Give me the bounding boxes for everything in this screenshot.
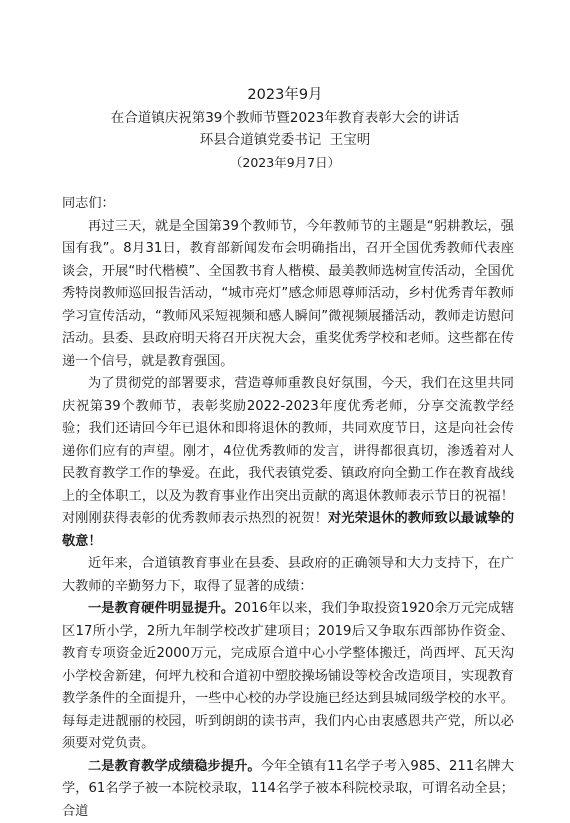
paragraph-3 <box>62 553 514 598</box>
paragraph-4 <box>62 598 514 756</box>
paragraph-emphasis: 对光荣退休的教师致以最诚挚的敬意！ <box>62 511 514 549</box>
speech-body <box>62 193 514 823</box>
paragraph-1 <box>62 216 514 374</box>
header-date: 2023年9月 <box>0 84 570 107</box>
speaker-line: 环县合道镇党委书记 王宝明 <box>0 129 570 152</box>
paragraph-2 <box>62 373 514 553</box>
paragraph-text: 再过三天，就是全国第39个教师节，今年教师节的主题是“躬耕教坛，强国有我”。8月31日，教育部新闻发布会明确指出，召开全国优秀教师代表座谈会，开展“时代楷模”、全国教书育人楷模、最美教师选树宣传活动，全国优秀特岗教师巡回报告活动，“城市亮灯”感念师恩尊师活动，乡村优秀青年教师学习宣传活动，“教师风采短视频和感人瞬间”微视频展播活动，教师走访慰问活动。县委、县政府明天将召开庆祝大会，重奖优秀学校和老师。这些都在传递一个信号，就是教育强国。 <box>62 219 514 369</box>
paragraph-5 <box>62 756 514 823</box>
paragraph-text: 2016年以来，我们争取投资1920余万元完成辖区17所小学，2所九年制学校改扩建项目；2019后又争取东西部协作资金、教育专项资金近2000万元，完成原合道中心小学整体搬迁，尚西坪、瓦天沟小学校舍新建，何坪九校和合道初中塑胶操场铺设等校舍改造项目，实现教育教学条件的全面提升，一些中心校的办学设施已经达到县城同级学校的水平。每每走进靓丽的校园，听到朗朗的读书声，我们内心由衷感恩共产党，所以必须要对党负责。 <box>62 601 514 751</box>
paragraph-text: 为了贯彻党的部署要求，营造尊师重教良好氛围，今天，我们在这里共同庆祝第39个教师节，表彰奖励2022-2023年度优秀老师，分享交流教学经验；我们还请回今年已退休和即将退休的教师，共同欢度节日，这是向社会传递你们应有的声望。刚才，4位优秀教师的发言，讲得都很真切，渗透着对人民教育教学工作的挚爱。在此，我代表镇党委、镇政府向全勤工作在教育战线上的全体职工，以及为教育事业作出突出贡献的离退休教师表示节日的祝福！对刚刚获得表彰的优秀教师表示热烈的祝贺！ <box>62 376 514 526</box>
speech-date: （2023年9月7日） <box>0 152 570 175</box>
paragraph-text: 今年全镇有11名学子考入985、211名牌大学，61名学子被一本院校录取，114名学子被本科院校录取，可谓名动全县；合道 <box>62 759 514 819</box>
document-header <box>0 84 570 174</box>
salutation: 同志们： <box>62 193 514 216</box>
paragraph-lead: 一是教育硬件明显提升。 <box>88 601 234 616</box>
paragraph-text: 近年来，合道镇教育事业在县委、县政府的正确领导和大力支持下，在广大教师的辛勤努力下，取得了显著的成绩： <box>62 556 514 594</box>
speech-title: 在合道镇庆祝第39个教师节暨2023年教育表彰大会的讲话 <box>0 107 570 130</box>
paragraph-lead: 二是教育教学成绩稳步提升。 <box>88 759 261 774</box>
